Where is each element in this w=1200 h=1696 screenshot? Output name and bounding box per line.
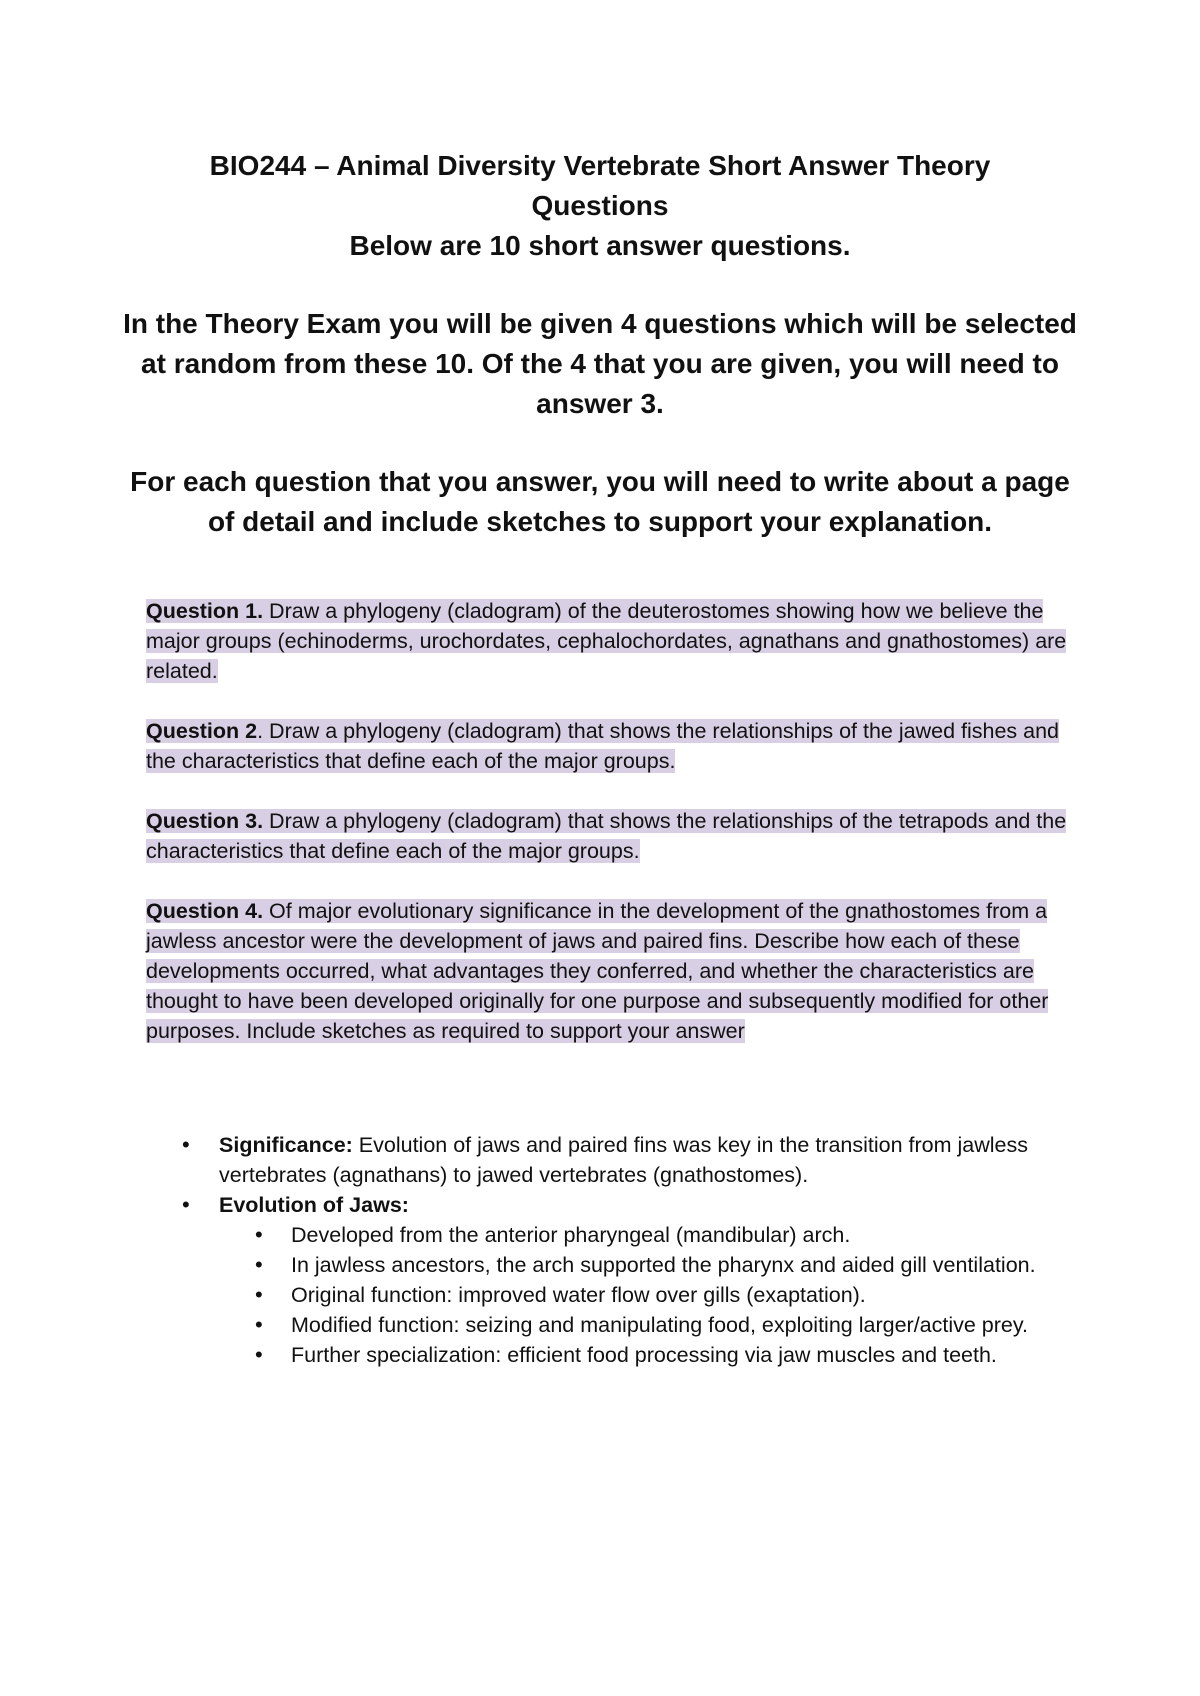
list-item xyxy=(219,1310,1076,1340)
document-header xyxy=(120,146,1080,542)
bullet-icon: • xyxy=(255,1252,263,1277)
question-4 xyxy=(146,896,1076,1046)
list-item-evolution-of-jaws xyxy=(146,1190,1076,1370)
highlight xyxy=(146,719,1059,773)
highlight xyxy=(146,899,1048,1043)
list-item-text: In jawless ancestors, the arch supported the pharynx and aided gill ventilation. xyxy=(291,1253,1036,1277)
list-item-text: Developed from the anterior pharyngeal (mandibular) arch. xyxy=(291,1223,851,1247)
title-line-2: Questions xyxy=(531,190,669,221)
bullet-icon: • xyxy=(255,1282,263,1307)
list-item-text: Original function: improved water flow over gills (exaptation). xyxy=(291,1283,866,1307)
jaws-sublist xyxy=(219,1220,1076,1370)
jaws-label: Evolution of Jaws: xyxy=(219,1193,409,1217)
question-label: Question 2 xyxy=(146,719,258,743)
highlight xyxy=(146,809,1066,863)
document-title xyxy=(120,146,1080,226)
list-item xyxy=(219,1280,1076,1310)
question-label: Question 1. xyxy=(146,599,264,623)
significance-label: Significance: xyxy=(219,1133,353,1157)
bullet-icon: • xyxy=(182,1192,190,1217)
list-item xyxy=(219,1340,1076,1370)
answer-section xyxy=(146,1130,1076,1370)
question-label: Question 3. xyxy=(146,809,264,833)
list-item-significance xyxy=(146,1130,1076,1190)
questions-section xyxy=(146,596,1076,1076)
question-text: Of major evolutionary significance in the development of the gnathostomes from a jawless ancestor were the development of jaws and paired fins. Describe how each of these developments occurred, what advantages they conferred, and whether the characteristics are thought to have been developed originally for one purpose and subsequently modified for other purposes. Include sketches as required to support your answer xyxy=(146,899,1049,1043)
list-item-text: Modified function: seizing and manipulating food, exploiting larger/active prey. xyxy=(291,1313,1029,1337)
title-line-1: BIO244 – Animal Diversity Vertebrate Short Answer Theory xyxy=(209,150,991,181)
bullet-icon: • xyxy=(182,1132,190,1157)
list-item-text: Further specialization: efficient food processing via jaw muscles and teeth. xyxy=(291,1343,997,1367)
intro-text: Below are 10 short answer questions. xyxy=(349,230,851,261)
question-text: . Draw a phylogeny (cladogram) that shows the relationships of the jawed fishes and the characteristics that define each of the major groups. xyxy=(146,719,1060,773)
spacer xyxy=(120,424,1080,462)
question-label: Question 4. xyxy=(146,899,264,923)
question-2 xyxy=(146,716,1076,776)
question-text: Draw a phylogeny (cladogram) of the deuterostomes showing how we believe the major groups (echinoderms, urochordates, cephalochordates, agnathans and gnathostomes) are related. xyxy=(146,599,1067,683)
spacer xyxy=(120,266,1080,304)
answer-list xyxy=(146,1130,1076,1370)
list-item xyxy=(219,1220,1076,1250)
bullet-icon: • xyxy=(255,1222,263,1247)
exam-info-text: In the Theory Exam you will be given 4 questions which will be selected at random from these 10. Of the 4 that you are given, you will need to answer 3. xyxy=(123,308,1077,419)
highlight xyxy=(146,599,1066,683)
question-1 xyxy=(146,596,1076,686)
instructions-text: For each question that you answer, you will need to write about a page of detail and include sketches to support your explanation. xyxy=(130,466,1070,537)
question-text: Draw a phylogeny (cladogram) that shows the relationships of the tetrapods and the characteristics that define each of the major groups. xyxy=(146,809,1067,863)
question-3 xyxy=(146,806,1076,866)
list-item xyxy=(219,1250,1076,1280)
bullet-icon: • xyxy=(255,1312,263,1337)
bullet-icon: • xyxy=(255,1342,263,1367)
significance-text: Evolution of jaws and paired fins was key in the transition from jawless vertebrates (agnathans) to jawed vertebrates (gnathostomes). xyxy=(219,1133,1028,1187)
